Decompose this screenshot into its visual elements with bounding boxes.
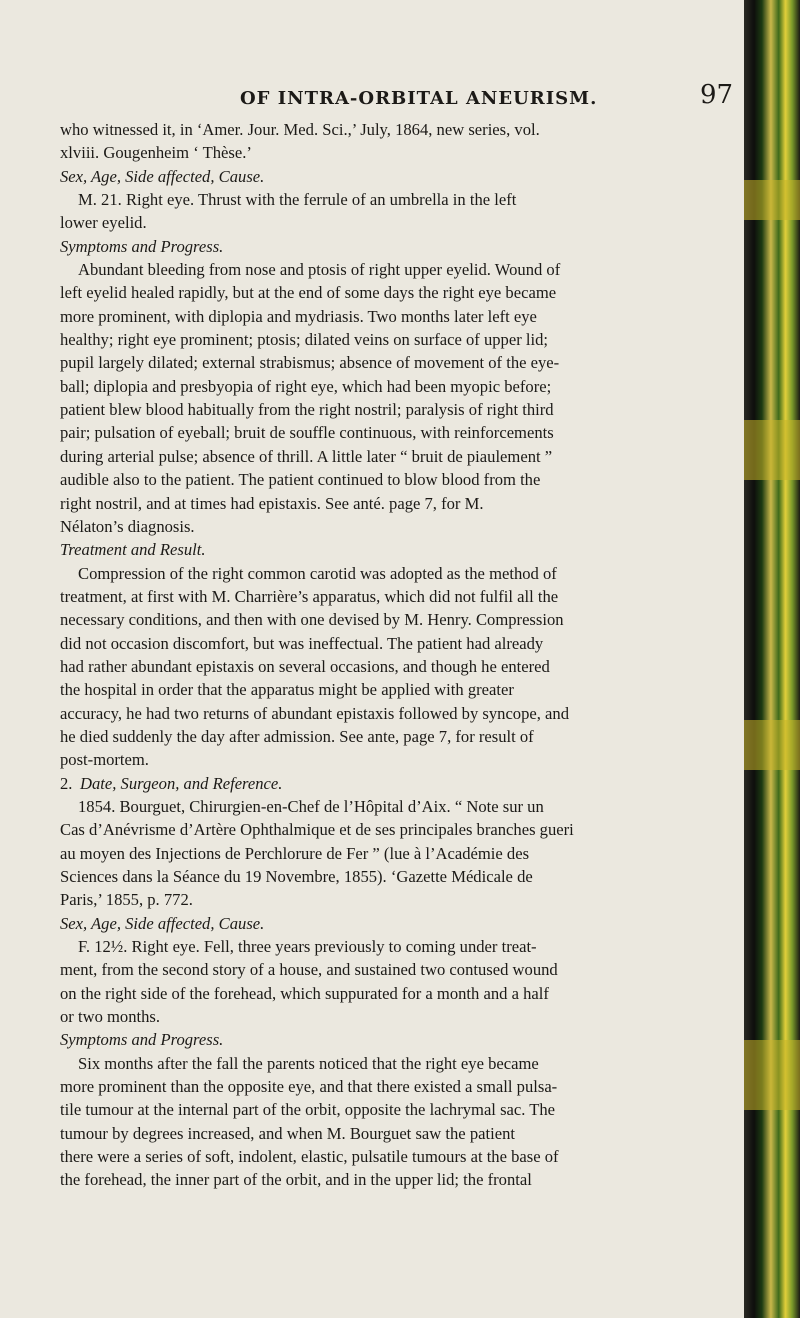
text-line: Abundant bleeding from nose and ptosis of right upper eyelid. Wound of xyxy=(78,260,561,280)
text-line: he died suddenly the day after admission. See ante, page 7, for result of xyxy=(60,726,534,746)
book-edge xyxy=(744,0,800,1318)
case-heading xyxy=(60,772,740,795)
text-line: ball; diplopia and presbyopia of right eye, which had been myopic before; xyxy=(60,376,552,396)
text-line: F. 12½. Right eye. Fell, three years previously to coming under treat- xyxy=(78,937,537,957)
text-line: post-mortem. xyxy=(60,750,149,770)
case-number: 2. xyxy=(60,773,73,793)
edge-marbling xyxy=(744,720,800,770)
text-line: pair; pulsation of eyeball; bruit de souffle continuous, with reinforcements xyxy=(60,423,554,443)
text-line: ment, from the second story of a house, and sustained two contused wound xyxy=(60,960,558,980)
text-line: had rather abundant epistaxis on several occasions, and though he entered xyxy=(60,656,550,676)
text-line: audible also to the patient. The patient continued to blow blood from the xyxy=(60,470,541,490)
body-text xyxy=(60,118,740,1192)
text-line: tumour by degrees increased, and when M. Bourguet saw the patient xyxy=(60,1123,515,1143)
page-number: 97 xyxy=(700,80,734,110)
text-line: tile tumour at the internal part of the orbit, opposite the lachrymal sac. The xyxy=(60,1100,556,1120)
text-line: au moyen des Injections de Perchlorure de Fer ” (lue à l’Académie des xyxy=(60,843,530,863)
text-line: patient blew blood habitually from the right nostril; paralysis of right third xyxy=(60,400,554,420)
text-line: xlviii. Gougenheim ‘ Thèse.’ xyxy=(60,143,252,163)
text-line: pupil largely dilated; external strabismus; absence of movement of the eye- xyxy=(60,353,560,373)
text-line: did not occasion discomfort, but was ineffectual. The patient had already xyxy=(60,633,544,653)
text-line: Sciences dans la Séance du 19 Novembre, 1855). ‘Gazette Médicale de xyxy=(60,867,533,886)
text-line: or two months. xyxy=(60,1007,161,1027)
edge-marbling xyxy=(744,1040,800,1110)
text-line: there were a series of soft, indolent, elastic, pulsatile tumours at the base of xyxy=(60,1147,559,1167)
section-heading: Date, Surgeon, and Reference. xyxy=(80,773,283,793)
text-line: Paris,’ 1855, p. 772. xyxy=(60,890,193,910)
section-heading: Sex, Age, Side affected, Cause. xyxy=(60,913,265,933)
text-line: lower eyelid. xyxy=(60,213,147,233)
section-heading: Symptoms and Progress. xyxy=(60,1030,224,1050)
text-line: right nostril, and at times had epistaxis. See anté. page 7, for M. xyxy=(60,493,484,513)
text-line: Six months after the fall the parents noticed that the right eye became xyxy=(78,1053,539,1073)
text-line: M. 21. Right eye. Thrust with the ferrule of an umbrella in the left xyxy=(78,190,517,210)
text-line: Cas d’Anévrisme d’Artère Ophthalmique et de ses principales branches gueri xyxy=(60,820,574,840)
text-line: more prominent, with diplopia and mydriasis. Two months later left eye xyxy=(60,306,537,326)
text-line: on the right side of the forehead, which suppurated for a month and a half xyxy=(60,983,549,1003)
text-line: the forehead, the inner part of the orbit, and in the upper lid; the frontal xyxy=(60,1170,532,1190)
running-head: OF INTRA-ORBITAL ANEURISM. xyxy=(240,88,598,109)
section-heading: Treatment and Result. xyxy=(60,540,206,560)
text-line: more prominent than the opposite eye, and that there existed a small pulsa- xyxy=(60,1077,558,1097)
text-line: necessary conditions, and then with one devised by M. Henry. Compression xyxy=(60,610,564,630)
text-line: healthy; right eye prominent; ptosis; dilated veins on surface of upper lid; xyxy=(60,330,549,350)
text-line: Compression of the right common carotid was adopted as the method of xyxy=(78,563,557,583)
edge-marbling xyxy=(744,180,800,220)
section-heading: Sex, Age, Side affected, Cause. xyxy=(60,166,265,186)
edge-marbling xyxy=(744,420,800,480)
text-line: the hospital in order that the apparatus might be applied with greater xyxy=(60,680,514,700)
text-line: during arterial pulse; absence of thrill. A little later “ bruit de piaulement ” xyxy=(60,446,553,466)
section-heading: Symptoms and Progress. xyxy=(60,236,224,256)
text-line: who witnessed it, in ‘Amer. Jour. Med. Sci.,’ July, 1864, new series, vol. xyxy=(60,120,540,139)
text-line: accuracy, he had two returns of abundant epistaxis followed by syncope, and xyxy=(60,703,570,723)
text-line: 1854. Bourguet, Chirurgien-en-Chef de l’Hôpital d’Aix. “ Note sur un xyxy=(78,796,544,816)
text-line: Nélaton’s diagnosis. xyxy=(60,516,195,536)
page-header xyxy=(0,80,744,112)
text-line: left eyelid healed rapidly, but at the end of some days the right eye became xyxy=(60,283,557,303)
text-line: treatment, at first with M. Charrière’s apparatus, which did not fulfil all the xyxy=(60,586,559,606)
